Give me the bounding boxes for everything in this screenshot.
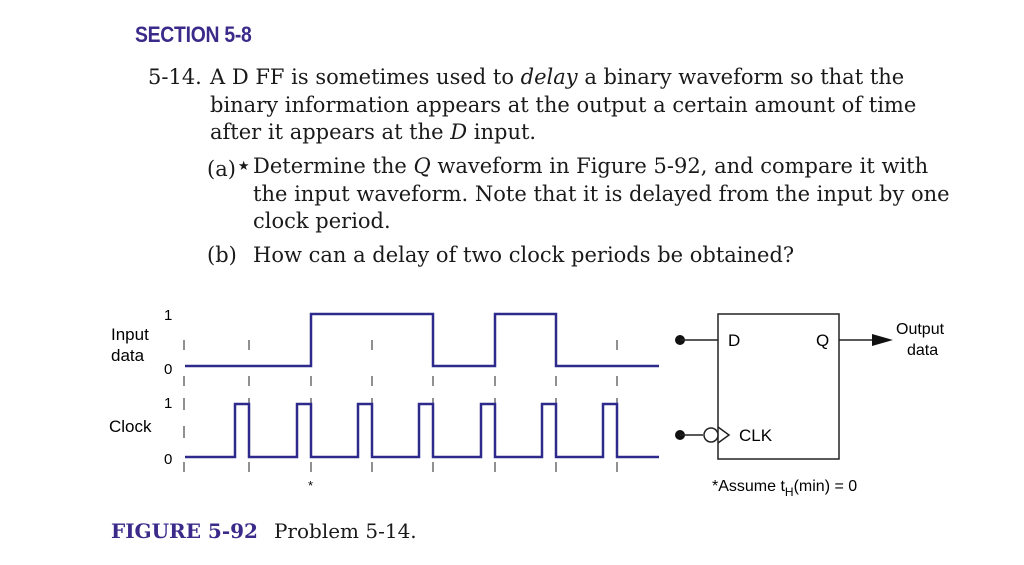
part-b-text: How can a delay of two clock periods be obtained? xyxy=(253,243,795,267)
input-label-2: data xyxy=(111,346,145,365)
star-icon: ★ xyxy=(237,159,250,174)
section-header: SECTION 5-8 xyxy=(135,22,252,47)
input-waveform xyxy=(185,314,659,366)
clock-label: Clock xyxy=(109,417,152,436)
clock-edge-marker: * xyxy=(308,478,314,493)
ff-q-label: Q xyxy=(816,331,830,350)
input-level-zero: 0 xyxy=(164,361,173,378)
part-a-label: (a) xyxy=(207,157,236,181)
clock-waveform xyxy=(185,404,659,457)
assumption-note: *Assume $t_H(\min) = 0$ xyxy=(712,478,858,499)
input-level-one: 1 xyxy=(164,307,173,324)
part-a-text: Determine the Q waveform in Figure 5-92, and compare it with the input waveform. Note that it is delayed from the input by one clock period. xyxy=(253,154,950,233)
ff-clk-label: CLK xyxy=(739,426,773,445)
ff-d-label: D xyxy=(728,331,741,350)
output-label-2: data xyxy=(907,342,939,359)
clock-level-one: 1 xyxy=(164,395,173,412)
figure-label: FIGURE 5-92 xyxy=(111,519,258,543)
output-label: Output xyxy=(896,321,945,338)
output-arrow-icon xyxy=(872,334,893,346)
figure-caption xyxy=(111,519,417,543)
clock-level-zero: 0 xyxy=(164,451,173,468)
input-label: Input xyxy=(111,325,149,344)
problem-text: A D FF is sometimes used to delay a binary waveform so that the binary information appears at the output a certain amount of time after it appears at the D input. xyxy=(210,65,917,144)
clk-inversion-bubble-icon xyxy=(704,428,718,442)
figure-title: Problem 5-14. xyxy=(273,519,417,543)
part-b-label: (b) xyxy=(207,243,237,267)
problem-number: 5-14. xyxy=(148,65,202,89)
